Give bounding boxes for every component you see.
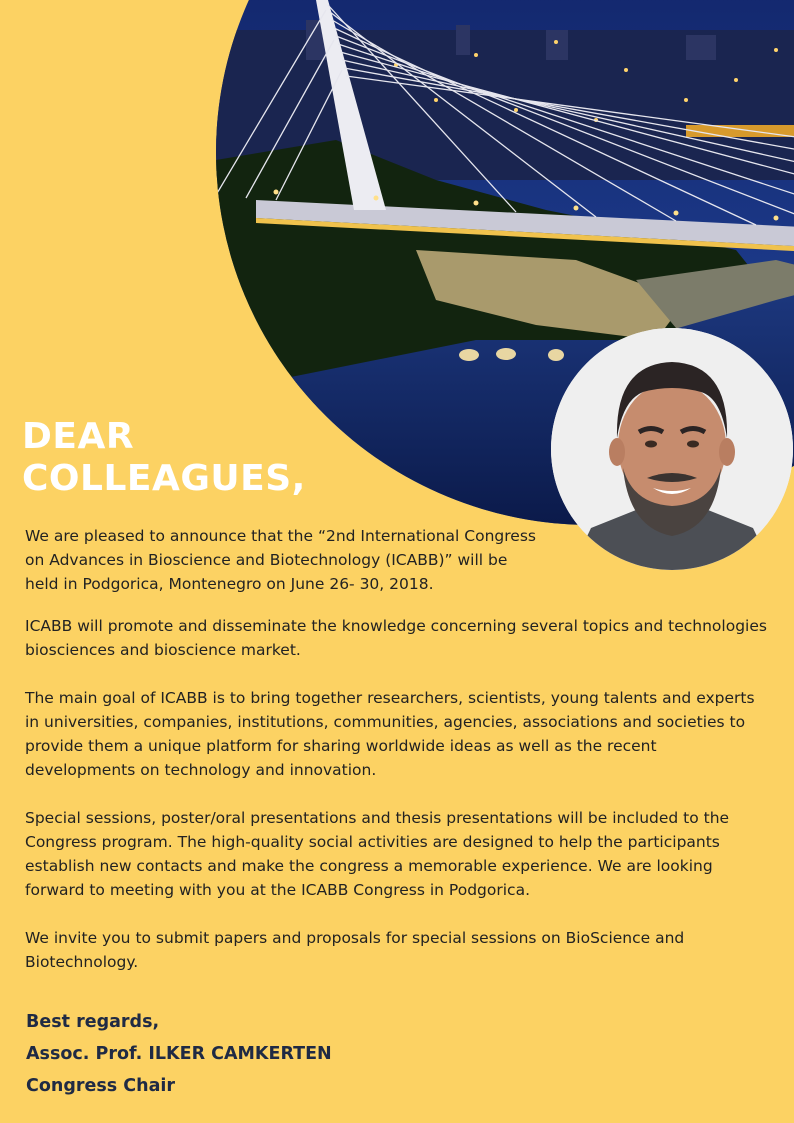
paragraph-special-sessions: Special sessions, poster/oral presentations and thesis presentations will be included to the Congress program. The high-quality social activities are designed to help the participants establish new contacts and make the congress a memorable experience. We are looking forward to meeting with you at the ICABB Congress in Podgorica. — [25, 809, 730, 899]
heading-line-2: COLLEAGUES, — [22, 458, 306, 499]
signature-role: Congress Chair — [26, 1076, 176, 1096]
paragraph-main-goal: The main goal of ICABB is to bring together researchers, scientists, young talents and experts in universities, companies, institutions, communities, agencies, associations and societies to provide them a unique platform for sharing worldwide ideas as well as the recent developments on technology and innovation. — [25, 689, 755, 779]
intro-paragraph: We are pleased to announce that the “2nd International Congress on Advances in Bioscience and Biotechnology (ICABB)” will be held in Podgorica, Montenegro on June 26- 30, 2018. — [25, 527, 536, 593]
chair-portrait-photo — [551, 328, 793, 570]
letter-body — [25, 614, 770, 998]
signature-name: Assoc. Prof. ILKER CAMKERTEN — [26, 1044, 332, 1064]
signature-closing: Best regards, — [26, 1012, 160, 1032]
paragraph-promote: ICABB will promote and disseminate the knowledge concerning several topics and technologies biosciences and bioscience market. — [25, 617, 767, 659]
signature-block — [26, 1006, 332, 1102]
page-heading — [22, 416, 306, 500]
paragraph-invitation: We invite you to submit papers and proposals for special sessions on BioScience and Biotechnology. — [25, 929, 685, 971]
heading-line-1: DEAR — [22, 416, 135, 457]
